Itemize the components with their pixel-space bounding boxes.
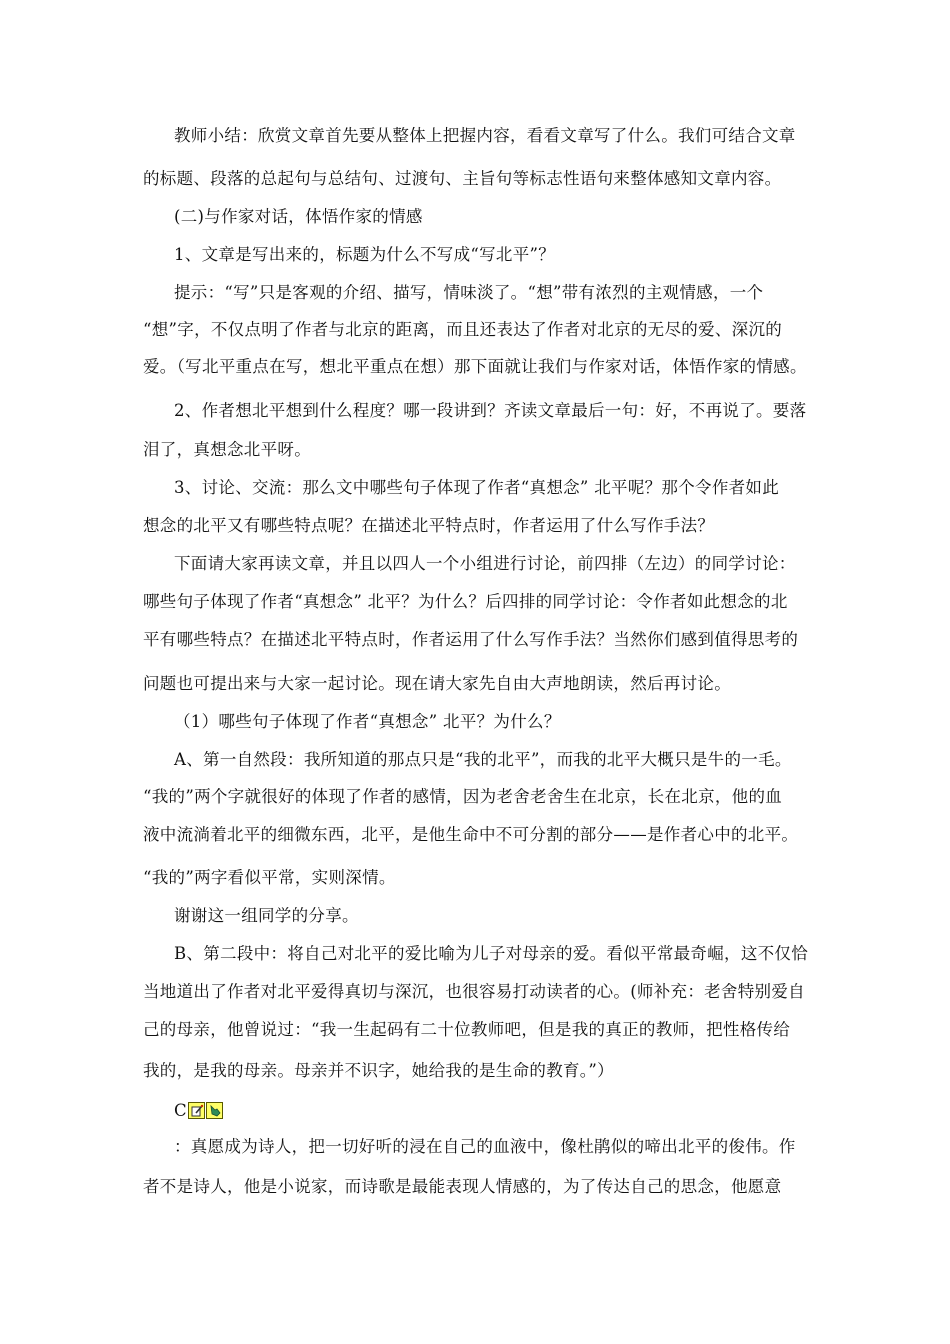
paragraph-line: 问题也可提出来与大家一起讨论。现在请大家先自由大声地朗读，然后再讨论。	[143, 674, 731, 693]
paragraph-line: 下面请大家再读文章，并且以四人一个小组进行讨论，前四排（左边）的同学讨论：	[174, 554, 796, 573]
paragraph-line: 平有哪些特点？在描述北平特点时，作者运用了什么写作手法？当然你们感到值得思考的	[143, 630, 799, 649]
paragraph-line: “我的”两个字就很好的体现了作者的感情，因为老舍老舍生在北京，长在北京，他的血	[143, 787, 783, 806]
paragraph-line: 我的，是我的母亲。母亲并不识字，她给我的是生命的教育。”）	[143, 1061, 614, 1080]
hand-pointer-icon[interactable]	[206, 1102, 223, 1119]
paragraph-line: 提示：“写”只是客观的介绍、描写，情味淡了。“想”带有浓烈的主观情感，一个	[174, 283, 764, 302]
paragraph-line: 泪了，真想念北平呀。	[143, 440, 311, 459]
paragraph-line: 的标题、段落的总起句与总结句、过渡句、主旨句等标志性语句来整体感知文章内容。	[143, 169, 782, 188]
paragraph-line: “想”字，不仅点明了作者与北京的距离，而且还表达了作者对北京的无尽的爱、深沉的	[143, 320, 783, 339]
paragraph-line: ：真愿成为诗人，把一切好听的浸在自己的血液中，像杜鹃似的啼出北平的俊伟。作	[174, 1137, 796, 1156]
section-heading: (二)与作家对话，体悟作家的情感	[174, 207, 423, 226]
paragraph-line: 1、文章是写出来的，标题为什么不写成“写北平”？	[174, 245, 556, 264]
paragraph-line: 液中流淌着北平的细微东西，北平，是他生命中不可分割的部分——是作者心中的北平。	[143, 825, 799, 844]
paragraph-line: A、第一自然段：我所知道的那点只是“我的北平”，而我的北平大概只是牛的一毛。	[174, 750, 792, 769]
paragraph-line: 爱。（写北平重点在写，想北平重点在想）那下面就让我们与作家对话，体悟作家的情感。	[143, 357, 807, 376]
paragraph-line: 2、作者想北平想到什么程度？哪一段讲到？齐读文章最后一句：好，不再说了。要落	[174, 401, 807, 420]
paragraph-line: 教师小结：欣赏文章首先要从整体上把握内容，看看文章写了什么。我们可结合文章	[174, 126, 796, 145]
paragraph-line: 谢谢这一组同学的分享。	[174, 906, 359, 925]
pencil-edit-icon[interactable]	[188, 1102, 205, 1119]
paragraph-line: 想念的北平又有哪些特点呢？在描述北平特点时，作者运用了什么写作手法？	[143, 516, 715, 535]
paragraph-line: “我的”两字看似平常，实则深情。	[143, 868, 396, 887]
paragraph-line: 者不是诗人，他是小说家，而诗歌是最能表现人情感的，为了传达自己的思念，他愿意	[143, 1177, 782, 1196]
paragraph-line: 当地道出了作者对北平爱得真切与深沉，也很容易打动读者的心。(师补充：老舍特别爱自	[143, 982, 805, 1001]
paragraph-line: 3、讨论、交流：那么文中哪些句子体现了作者“真想念” 北平呢？那个令作者如此	[174, 478, 780, 497]
paragraph-label: C	[174, 1100, 187, 1120]
paragraph-line: 己的母亲，他曾说过：“我一生起码有二十位教师吧，但是我的真正的教师，把性格传给	[143, 1020, 791, 1039]
paragraph-line: 哪些句子体现了作者“真想念” 北平？为什么？后四排的同学讨论：令作者如此想念的北	[143, 592, 788, 611]
paragraph-line: （1）哪些句子体现了作者“真想念” 北平？为什么？	[174, 712, 561, 731]
annotation-icon-row	[174, 1100, 223, 1120]
paragraph-line: B、第二段中：将自己对北平的爱比喻为儿子对母亲的爱。看似平常最奇崛，这不仅恰	[174, 944, 809, 963]
